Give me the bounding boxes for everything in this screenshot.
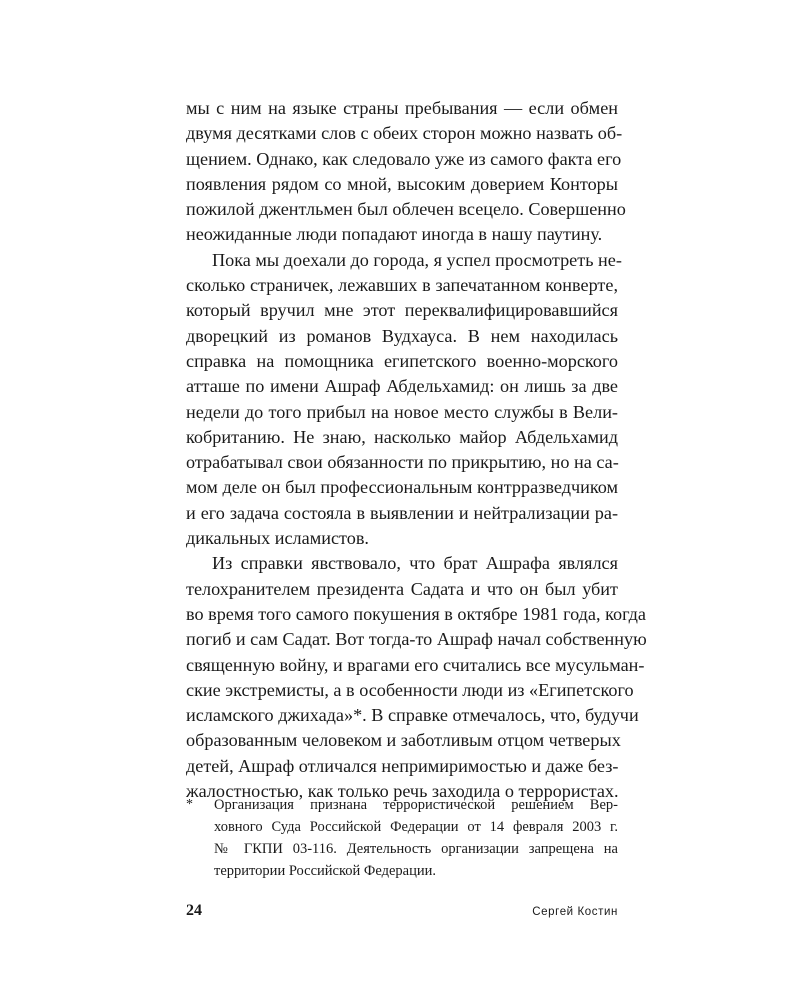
text-line: и его задача состояла в выявлении и нейтрализации ра- [186, 502, 618, 523]
text-line: щением. Однако, как следовало уже из самого факта его [186, 148, 622, 169]
text-line: телохранителем президента Садата и что он был убит [186, 578, 618, 599]
text-line: жалостностью, как только речь заходила о террористах. [186, 781, 619, 802]
footnote-line: ховного Суда Российской Федерации от 14 февраля 2003 г. [214, 819, 618, 835]
text-line: который вручил мне этот переквалифицировавшийся [186, 300, 618, 321]
text-line: ские экстремисты, а в особенности люди из «Египетского [186, 679, 634, 700]
text-line: появления рядом со мной, высоким доверием Конторы [186, 173, 618, 194]
text-line: справка на помощника египетского военно-морского [186, 350, 618, 371]
text-line: исламского джихада»*. В справке отмечалось, что, будучи [186, 705, 639, 726]
footnote-text [214, 794, 618, 882]
text-line: дворецкий из романов Вудхауса. В нем находилась [186, 325, 618, 346]
text-line: сколько страничек, лежавших в запечатанном конверте, [186, 275, 618, 296]
text-line: детей, Ашраф отличался непримиримостью и даже без- [186, 755, 619, 776]
footnote-marker: * [186, 797, 193, 812]
text-line: отрабатывал свои обязанности по прикрытию, но на са- [186, 452, 619, 473]
text-line: священную войну, и врагами его считались все мусульман- [186, 654, 645, 675]
text-line: мы с ним на языке страны пребывания — если обмен [186, 98, 618, 118]
text-line: погиб и сам Садат. Вот тогда-то Ашраф начал собственную [186, 629, 647, 650]
text-line: дикальных исламистов. [186, 528, 369, 549]
text-line: неожиданные люди попадают иногда в нашу паутину. [186, 224, 603, 245]
text-line: мом деле он был профессиональным контрразведчиком [186, 477, 618, 498]
text-line: недели до того прибыл на новое место службы в Вели- [186, 401, 618, 422]
running-head-author: Сергей Костин [532, 906, 618, 918]
text-line: кобританию. Не знаю, насколько майор Абдельхамид [186, 426, 618, 447]
text-line: пожилой джентльмен был облечен всецело. Совершенно [186, 199, 626, 220]
text-line: атташе по имени Ашраф Абдельхамид: он лишь за две [186, 376, 618, 397]
footnote-line: Организация признана террористической решением Вер- [214, 797, 618, 813]
page-number: 24 [186, 902, 202, 919]
footnote-line: территории Российской Федерации. [214, 863, 437, 879]
text-line: во время того самого покушения в октябре 1981 года, когда [186, 603, 646, 624]
main-text [186, 96, 647, 804]
text-line: Пока мы доехали до города, я успел просмотреть не- [212, 249, 622, 270]
footnote-line: № ГКПИ 03-116. Деятельность организации запрещена на [214, 841, 618, 857]
text-line: Из справки явствовало, что брат Ашрафа являлся [212, 553, 618, 574]
text-line: образованным человеком и заботливым отцом четверых [186, 730, 621, 751]
text-line: двумя десятками слов с обеих сторон можно назвать об- [186, 123, 623, 144]
